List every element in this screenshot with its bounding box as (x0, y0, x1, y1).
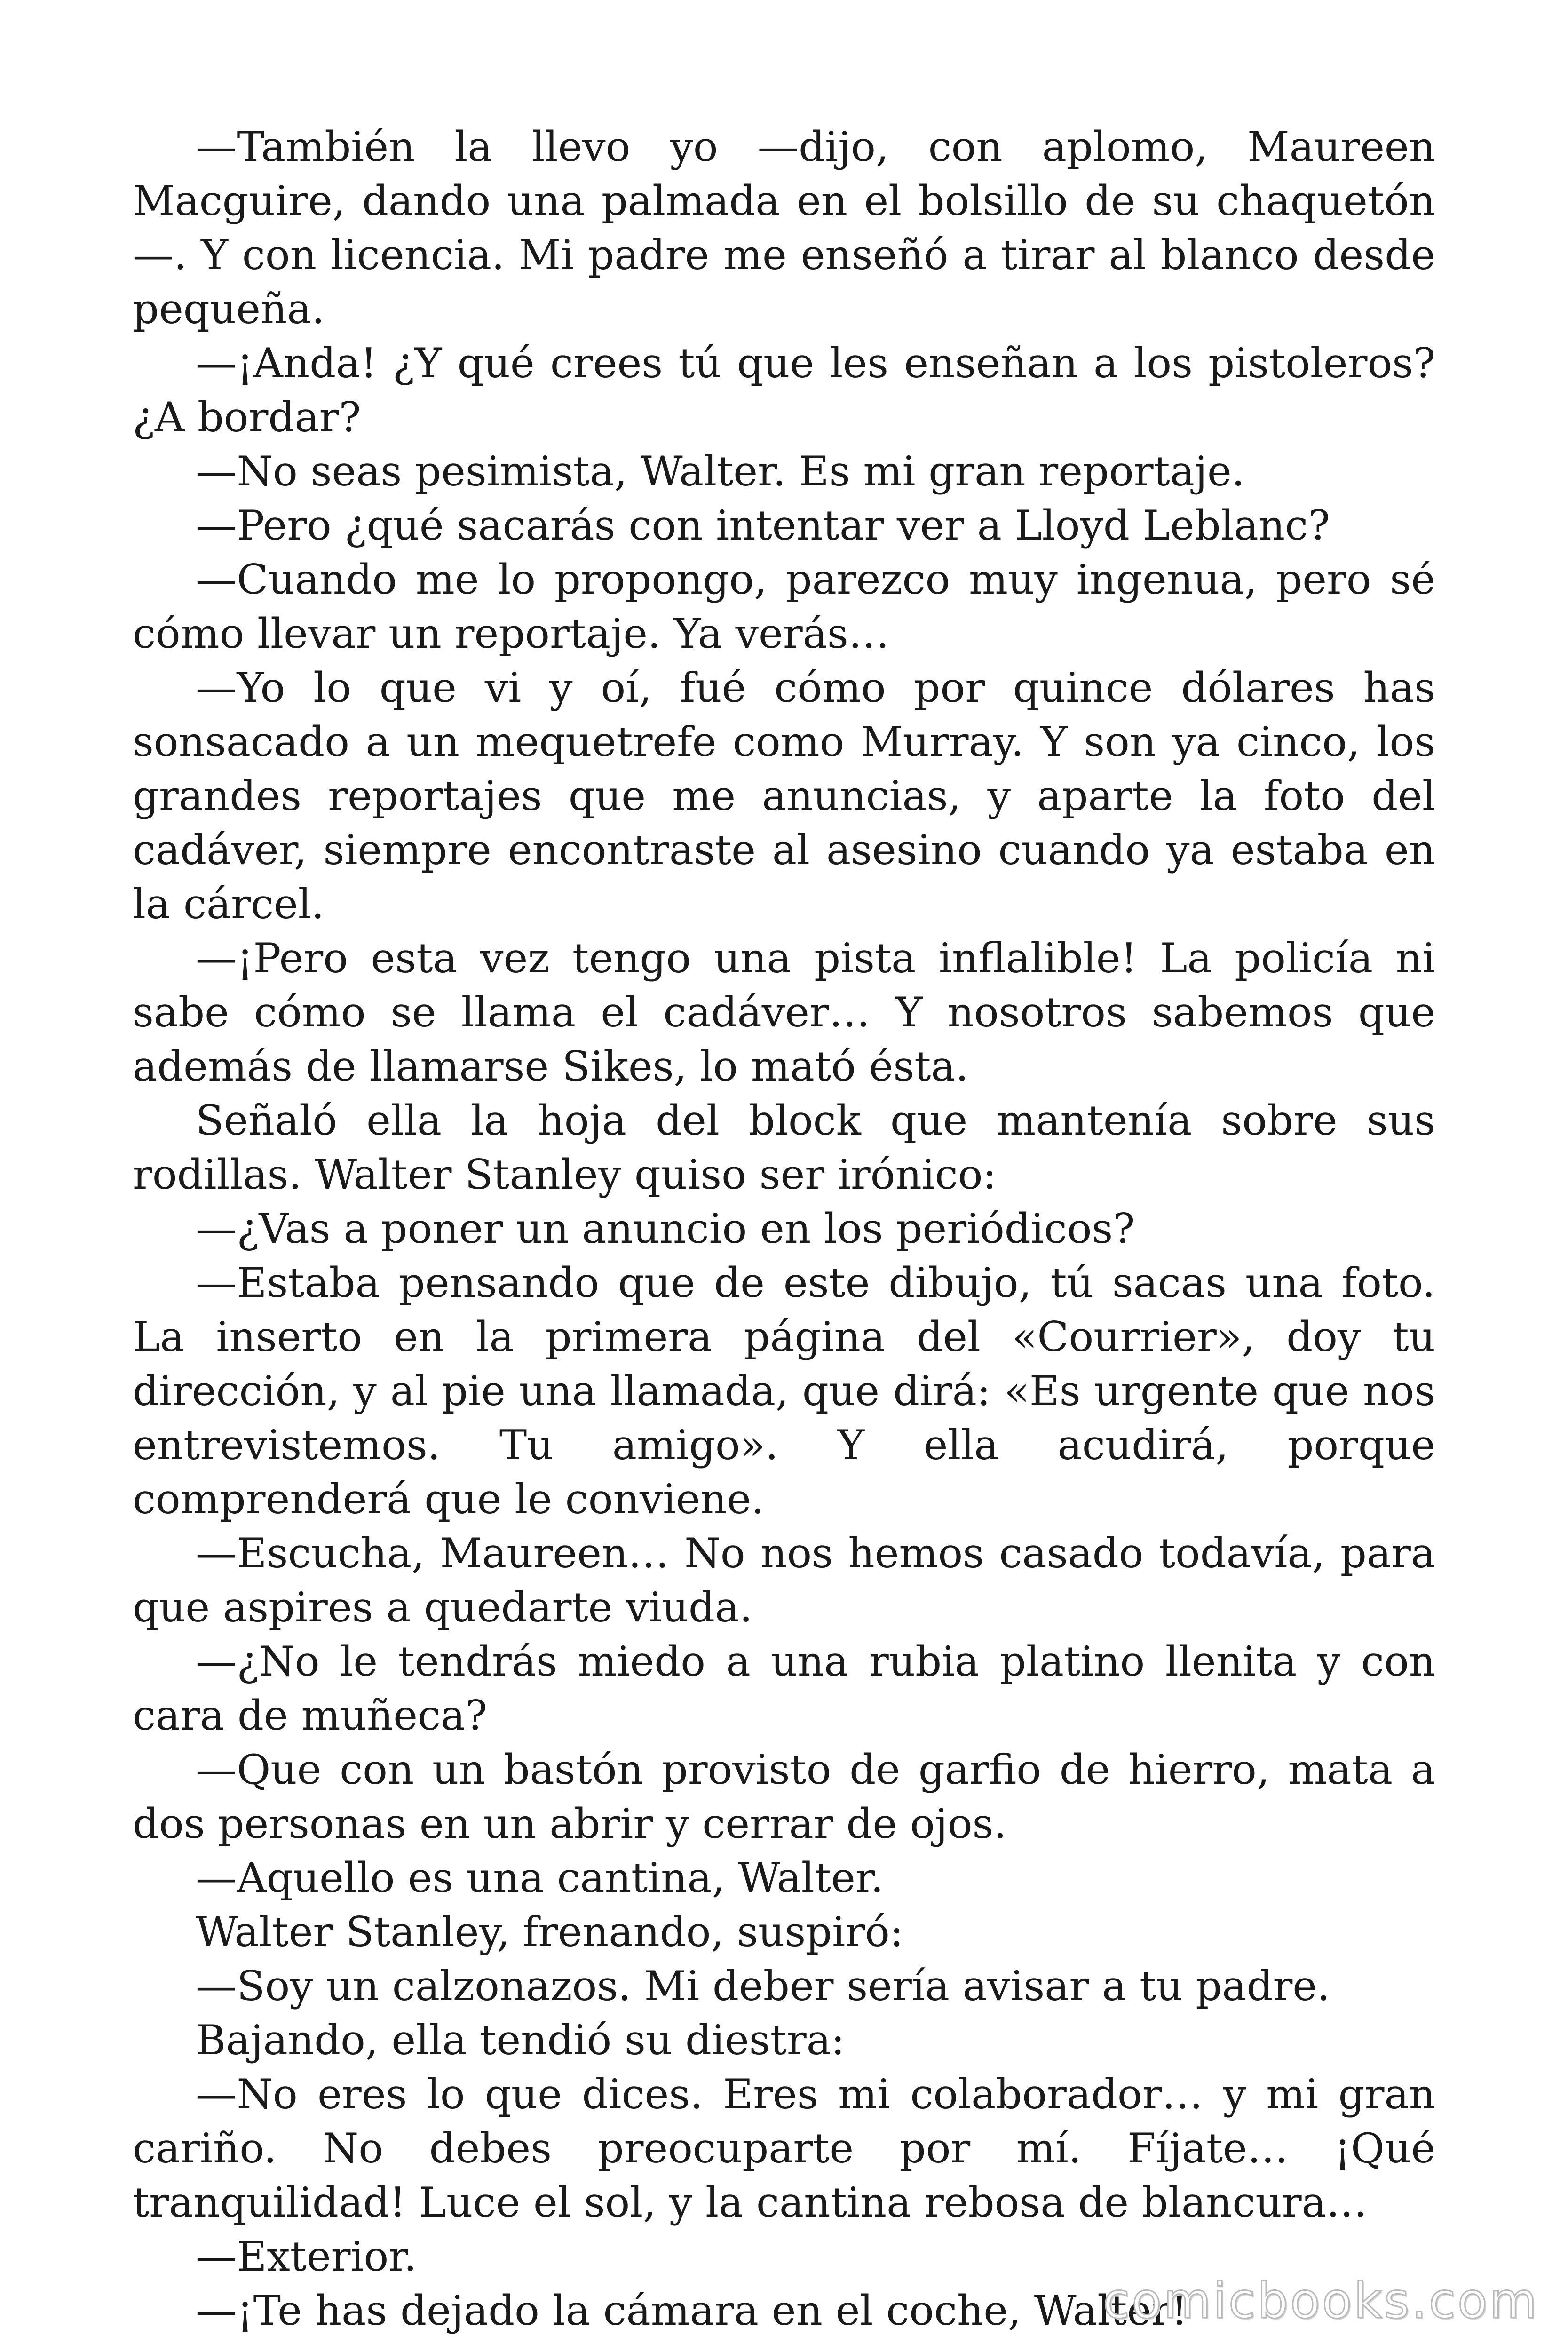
paragraph: —También la llevo yo —dijo, con aplomo, Maureen Macguire, dando una palmada en el bolsillo de su chaquetón—. Y con licencia. Mi padre me enseñó a tirar al blanco desde pequeña. (133, 123, 1435, 333)
paragraph: —Escucha, Maureen… No nos hemos casado todavía, para que aspires a quedarte viuda. (133, 1529, 1435, 1631)
paragraph: —Soy un calzonazos. Mi deber sería avisar a tu padre. (196, 1962, 1330, 2010)
paragraph: —Pero ¿qué sacarás con intentar ver a Lloyd Leblanc? (196, 501, 1330, 549)
paragraph: —¿Vas a poner un anuncio en los periódicos? (196, 1205, 1135, 1253)
paragraph: —¿No le tendrás miedo a una rubia platino llenita y con cara de muñeca? (133, 1637, 1435, 1740)
paragraph: —No eres lo que dices. Eres mi colaborador… y mi gran cariño. No debes preocuparte por mí. Fíjate… ¡Qué tranquilidad! Luce el sol, y la cantina rebosa de blancura… (133, 2070, 1435, 2226)
paragraph: —¡Te has dejado la cámara en el coche, Walter! (196, 2287, 1188, 2335)
paragraph: —Yo lo que vi y oí, fué cómo por quince dólares has sonsacado a un mequetrefe como Murray. Y son ya cinco, los grandes reportajes que me anuncias, y aparte la foto del cadáver, siempre encontraste al asesino cuando ya estaba en la cárcel. (133, 664, 1435, 928)
paragraph: —Estaba pensando que de este dibujo, tú sacas una foto. La inserto en la primera página del «Courrier», doy tu dirección, y al pie una llamada, que dirá: «Es urgente que nos entrevistemos. Tu amigo». Y ella acudirá, porque comprenderá que le conviene. (133, 1259, 1435, 1523)
paragraph: Walter Stanley, frenando, suspiró: (196, 1908, 904, 1956)
site-watermark: comicbooks.com (1102, 2272, 1539, 2329)
page-text (133, 120, 1435, 2338)
paragraph: —¡Anda! ¿Y qué crees tú que les enseñan a los pistoleros? ¿A bordar? (133, 339, 1435, 441)
paragraph: Bajando, ella tendió su diestra: (196, 2016, 845, 2064)
paragraph: —Cuando me lo propongo, parezco muy ingenua, pero sé cómo llevar un reportaje. Ya verás… (133, 556, 1435, 658)
paragraph: —Aquello es una cantina, Walter. (196, 1854, 884, 1902)
paragraph: —No seas pesimista, Walter. Es mi gran reportaje. (196, 447, 1245, 495)
paragraph: —¡Pero esta vez tengo una pista inflalible! La policía ni sabe cómo se llama el cadáver… Y nosotros sabemos que además de llamarse Sikes, lo mató ésta. (133, 934, 1435, 1090)
paragraph: —Que con un bastón provisto de garfio de hierro, mata a dos personas en un abrir y cerrar de ojos. (133, 1746, 1435, 1848)
paragraph: Señaló ella la hoja del block que mantenía sobre sus rodillas. Walter Stanley quiso ser irónico: (133, 1097, 1435, 1199)
paragraph: —Exterior. (196, 2233, 417, 2280)
